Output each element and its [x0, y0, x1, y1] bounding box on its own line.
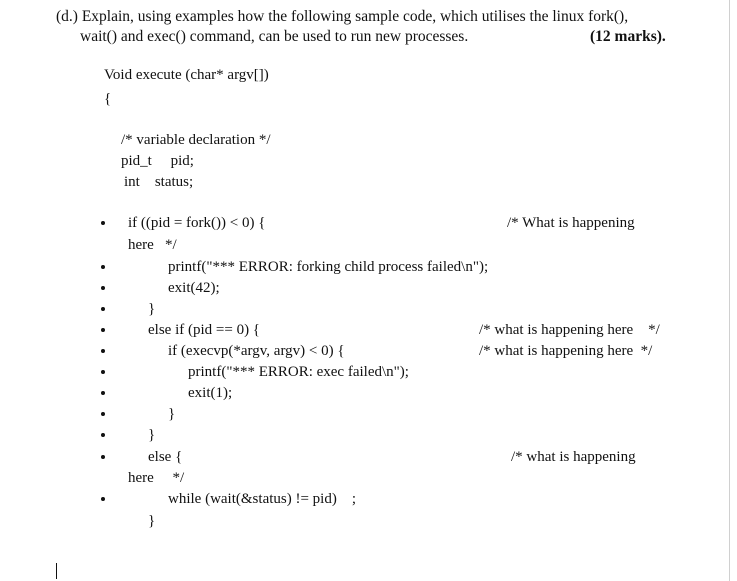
code-comment-declaration: /* variable declaration */ — [121, 132, 271, 148]
code-while-wait: while (wait(&status) != pid) ; — [168, 491, 357, 507]
list-bullet — [101, 265, 105, 269]
code-if-fork: if ((pid = fork()) < 0) { — [128, 215, 266, 231]
code-close-brace-3: } — [148, 427, 156, 443]
code-exit-42: exit(42); — [168, 280, 220, 296]
code-here-1: here */ — [128, 237, 177, 253]
code-printf-fork: printf("*** ERROR: forking child process failed\n"); — [168, 259, 489, 275]
list-bullet — [101, 455, 105, 459]
code-comment-what-1: /* What is happening — [507, 215, 635, 231]
code-else-if: else if (pid == 0) { — [148, 322, 261, 338]
code-close-brace-4: } — [148, 513, 156, 529]
code-printf-exec: printf("*** ERROR: exec failed\n"); — [188, 364, 409, 380]
list-bullet — [101, 433, 105, 437]
list-bullet — [101, 307, 105, 311]
question-line-1: (d.) Explain, using examples how the following sample code, which utilises the linux fork(), — [56, 8, 629, 25]
code-comment-what-2: /* what is happening here */ — [479, 322, 660, 338]
code-here-2: here */ — [128, 470, 185, 486]
list-bullet — [101, 349, 105, 353]
code-close-brace-2: } — [168, 406, 176, 422]
list-bullet — [101, 370, 105, 374]
list-bullet — [101, 221, 105, 225]
code-open-brace: { — [104, 91, 112, 107]
code-comment-what-4: /* what is happening — [511, 449, 636, 465]
code-comment-what-3: /* what is happening here */ — [479, 343, 653, 359]
code-else: else { — [148, 449, 183, 465]
code-if-exec: if (execvp(*argv, argv) < 0) { — [168, 343, 345, 359]
question-line-2: wait() and exec() command, can be used to run new processes. — [80, 28, 469, 45]
list-bullet — [101, 412, 105, 416]
list-bullet — [101, 497, 105, 501]
page-edge-line — [729, 0, 730, 581]
list-bullet — [101, 391, 105, 395]
code-signature: Void execute (char* argv[]) — [104, 67, 269, 83]
code-decl-pid: pid_t pid; — [121, 153, 194, 169]
code-close-brace-1: } — [148, 301, 156, 317]
list-bullet — [101, 286, 105, 290]
text-cursor[interactable] — [56, 563, 57, 579]
marks-label: (12 marks). — [590, 28, 666, 45]
code-exit-1: exit(1); — [188, 385, 233, 401]
list-bullet — [101, 328, 105, 332]
code-decl-status: int status; — [124, 174, 194, 190]
